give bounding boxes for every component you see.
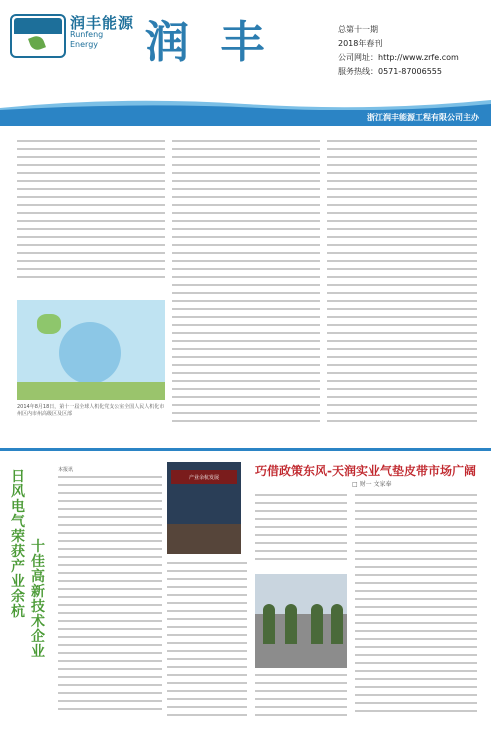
headline-column-1: 日风电气荣获产业余杭 (11, 469, 25, 620)
tree (263, 604, 275, 644)
header-band (0, 110, 491, 126)
section-divider (0, 448, 491, 451)
tree (331, 604, 343, 644)
right-article-headline: 巧借政策东风-天润实业气垫皮带市场广阔 (255, 464, 476, 478)
issue-date: 2018年春刊 (338, 39, 383, 48)
banner-text: 产业余杭发展 (188, 475, 219, 481)
right-article-byline: □ 财一 文家奉 (352, 481, 392, 488)
right-article-text-3 (355, 494, 477, 726)
right-article-text-1 (255, 494, 347, 570)
article-column-3 (327, 140, 477, 440)
event-photo (167, 462, 241, 554)
left-article-text-2 (167, 562, 247, 726)
author-label: 本报讯 (58, 467, 74, 473)
logo-band (14, 18, 62, 34)
land-shape (37, 314, 61, 334)
logo-chinese-name: 润丰能源 (70, 14, 135, 32)
tree (311, 604, 323, 644)
article-column-2 (172, 140, 320, 440)
image-caption: 2014年8月18日，第十一届全球人机化党支公室全国人民人机化市州区内市州高级区及区部 (17, 404, 165, 417)
leaf-icon (28, 34, 46, 52)
article-column-1 (17, 140, 165, 290)
logo-english-name (70, 30, 103, 50)
logo-en-line1: Runfeng (70, 30, 104, 39)
street-photo (255, 574, 347, 668)
right-article-text-2 (255, 674, 347, 726)
masthead-title: 润 丰 (145, 17, 273, 68)
service-hotline: 服务热线：0571-87006555 (338, 67, 442, 76)
globe-illustration (17, 300, 165, 400)
grass-band (17, 382, 165, 400)
stage-banner (171, 470, 237, 484)
earth-icon (59, 322, 121, 384)
left-article-text (58, 476, 162, 726)
headline-column-2: 十佳高新技术企业 (31, 539, 45, 660)
logo-en-line2: Energy (70, 40, 99, 49)
website-link[interactable]: 公司网址：http://www.zrfe.com (338, 53, 459, 62)
publisher-line: 浙江润丰能源工程有限公司主办 (367, 113, 479, 122)
company-logo (10, 14, 66, 58)
tree (285, 604, 297, 644)
issue-number: 总第十一期 (338, 25, 378, 34)
audience (167, 524, 241, 554)
